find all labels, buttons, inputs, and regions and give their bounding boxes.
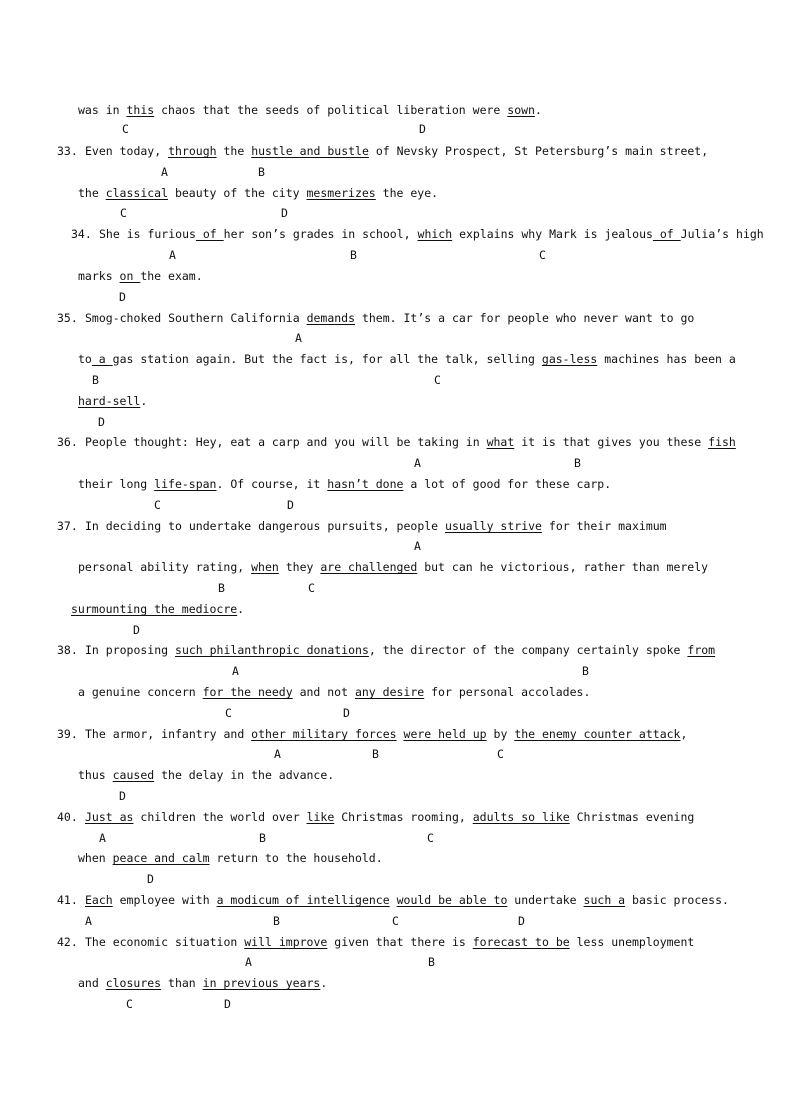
underlined-option-segment: will improve xyxy=(244,935,328,949)
question-text-line xyxy=(85,144,708,158)
option-marker-b: B xyxy=(218,581,225,595)
text-segment: children the world over xyxy=(133,810,307,824)
option-marker-a: A xyxy=(161,165,168,179)
underlined-option-segment: from xyxy=(687,643,716,657)
underlined-option-segment: such a xyxy=(583,893,626,907)
underlined-option-segment: of xyxy=(195,227,224,241)
option-marker-b: B xyxy=(273,914,280,928)
text-segment: when xyxy=(78,851,113,865)
option-marker-c: C xyxy=(308,581,315,595)
option-marker-a: A xyxy=(414,539,421,553)
underlined-option-segment: peace and calm xyxy=(112,851,210,865)
text-segment: beauty of the city xyxy=(168,186,307,200)
question-number: 41. xyxy=(57,893,78,907)
underlined-option-segment: hard-sell xyxy=(78,394,141,408)
underlined-option-segment: hustle and bustle xyxy=(251,144,369,158)
underlined-option-segment: adults so like xyxy=(472,810,570,824)
question-number: 38. xyxy=(57,643,78,657)
text-segment: The economic situation xyxy=(85,935,245,949)
underlined-option-segment: caused xyxy=(112,768,155,782)
question-text-line xyxy=(78,394,147,408)
option-marker-c: C xyxy=(539,248,546,262)
underlined-option-segment: for the needy xyxy=(202,685,293,699)
text-segment: her son’s grades in school, xyxy=(223,227,418,241)
text-segment: In deciding to undertake dangerous pursuits, people xyxy=(85,519,446,533)
underlined-option-segment: this xyxy=(126,103,155,117)
underlined-option-segment: on xyxy=(119,269,141,283)
text-segment: the eye. xyxy=(375,186,439,200)
option-marker-d: D xyxy=(419,122,426,136)
question-text-line xyxy=(71,602,244,616)
question-text-line xyxy=(85,893,729,907)
question-text-line xyxy=(78,352,736,366)
question-number: 42. xyxy=(57,935,78,949)
underlined-option-segment: a modicum of intelligence xyxy=(216,893,390,907)
underlined-option-segment: closures xyxy=(105,976,162,990)
option-marker-d: D xyxy=(119,290,126,304)
question-text-line xyxy=(78,186,438,200)
text-segment: . xyxy=(534,103,542,117)
text-segment: Even today, xyxy=(85,144,169,158)
underlined-option-segment: the enemy counter attack xyxy=(514,727,681,741)
underlined-option-segment: through xyxy=(168,144,217,158)
option-marker-b: B xyxy=(259,831,266,845)
text-segment: , xyxy=(680,727,688,741)
text-segment: a lot of good for these carp. xyxy=(403,477,612,491)
underlined-option-segment: classical xyxy=(105,186,169,200)
underlined-option-segment: demands xyxy=(306,311,356,325)
question-number: 36. xyxy=(57,435,78,449)
text-segment: they xyxy=(278,560,321,574)
underlined-option-segment: forecast to be xyxy=(472,935,570,949)
option-marker-c: C xyxy=(126,997,133,1011)
option-marker-d: D xyxy=(518,914,525,928)
option-marker-a: A xyxy=(99,831,106,845)
underlined-option-segment: other military forces xyxy=(251,727,397,741)
text-segment xyxy=(397,727,404,741)
question-number: 40. xyxy=(57,810,78,824)
text-segment: . xyxy=(237,602,245,616)
text-segment: thus xyxy=(78,768,113,782)
question-text-line xyxy=(99,227,764,241)
text-segment: and not xyxy=(292,685,355,699)
question-text-line xyxy=(78,685,590,699)
text-segment: undertake xyxy=(507,893,584,907)
option-marker-c: C xyxy=(120,206,127,220)
option-marker-c: C xyxy=(225,706,232,720)
underlined-option-segment: were held up xyxy=(403,727,487,741)
question-text-line xyxy=(78,269,203,283)
option-marker-a: A xyxy=(245,955,252,969)
underlined-option-segment: of xyxy=(652,227,681,241)
text-segment: Christmas evening xyxy=(569,810,695,824)
option-marker-a: A xyxy=(232,664,239,678)
question-number: 33. xyxy=(57,144,78,158)
option-marker-a: A xyxy=(274,747,281,761)
underlined-option-segment: usually strive xyxy=(445,519,542,533)
text-segment: personal ability rating, xyxy=(78,560,252,574)
text-segment: , the director of the company certainly spoke xyxy=(368,643,688,657)
option-marker-b: B xyxy=(428,955,435,969)
option-marker-c: C xyxy=(392,914,399,928)
question-text-line xyxy=(78,851,383,865)
underlined-option-segment: a xyxy=(91,352,113,366)
text-segment: basic process. xyxy=(625,893,729,907)
underlined-option-segment: hasn’t done xyxy=(327,477,404,491)
underlined-option-segment: Just as xyxy=(85,810,134,824)
option-marker-c: C xyxy=(154,498,161,512)
underlined-option-segment: life-span xyxy=(154,477,217,491)
text-segment: She is furious xyxy=(99,227,196,241)
option-marker-b: B xyxy=(258,165,265,179)
text-segment: by xyxy=(486,727,515,741)
question-text-line xyxy=(78,768,334,782)
underlined-option-segment: gas-less xyxy=(541,352,598,366)
underlined-option-segment: when xyxy=(251,560,279,574)
underlined-option-segment: fish xyxy=(708,435,736,449)
option-marker-b: B xyxy=(582,664,589,678)
underlined-option-segment: are challenged xyxy=(320,560,418,574)
question-text-line xyxy=(85,519,667,533)
question-text-line xyxy=(85,311,694,325)
question-text-line xyxy=(85,727,687,741)
text-segment: machines has been a xyxy=(597,352,736,366)
underlined-option-segment: any desire xyxy=(354,685,425,699)
text-segment: explains why Mark is jealous xyxy=(452,227,653,241)
text-segment: return to the household. xyxy=(209,851,383,865)
text-segment: Smog-choked Southern California xyxy=(85,311,307,325)
option-marker-d: D xyxy=(343,706,350,720)
text-segment: In proposing xyxy=(85,643,176,657)
text-segment: given that there is xyxy=(327,935,473,949)
option-marker-d: D xyxy=(224,997,231,1011)
question-text-line xyxy=(78,103,542,117)
text-segment: the delay in the advance. xyxy=(154,768,335,782)
text-segment: was in xyxy=(78,103,127,117)
question-number: 37. xyxy=(57,519,78,533)
option-marker-d: D xyxy=(281,206,288,220)
text-segment: marks xyxy=(78,269,120,283)
text-segment: gas station again. But the fact is, for all the talk, selling xyxy=(112,352,542,366)
question-text-line xyxy=(85,435,736,449)
option-marker-c: C xyxy=(434,373,441,387)
question-text-line xyxy=(78,976,327,990)
text-segment: Julia’s high xyxy=(680,227,764,241)
text-segment: the xyxy=(216,144,252,158)
question-number: 34. xyxy=(71,227,92,241)
text-segment: for personal accolades. xyxy=(424,685,591,699)
underlined-option-segment: would be able to xyxy=(396,893,508,907)
underlined-option-segment: mesmerizes xyxy=(306,186,376,200)
option-marker-b: B xyxy=(350,248,357,262)
underlined-option-segment: in previous years xyxy=(202,976,321,990)
option-marker-d: D xyxy=(287,498,294,512)
text-segment xyxy=(390,893,397,907)
option-marker-d: D xyxy=(119,789,126,803)
text-segment: of Nevsky Prospect, St Petersburg’s main street, xyxy=(368,144,709,158)
underlined-option-segment: such philanthropic donations xyxy=(175,643,369,657)
question-number: 35. xyxy=(57,311,78,325)
underlined-option-segment: which xyxy=(417,227,453,241)
question-text-line xyxy=(78,560,708,574)
option-marker-b: B xyxy=(372,747,379,761)
text-segment: less unemployment xyxy=(569,935,695,949)
text-segment: the xyxy=(78,186,106,200)
underlined-option-segment: surmounting the mediocre xyxy=(71,602,238,616)
text-segment: chaos that the seeds of political liberation were xyxy=(154,103,508,117)
underlined-option-segment: what xyxy=(486,435,515,449)
option-marker-c: C xyxy=(122,122,129,136)
text-segment: The armor, infantry and xyxy=(85,727,252,741)
option-marker-b: B xyxy=(92,373,99,387)
text-segment: it is that gives you these xyxy=(514,435,709,449)
option-marker-a: A xyxy=(414,456,421,470)
question-text-line xyxy=(85,643,715,657)
question-text-line xyxy=(78,477,611,491)
option-marker-b: B xyxy=(574,456,581,470)
text-segment: and xyxy=(78,976,106,990)
option-marker-d: D xyxy=(98,415,105,429)
text-segment: than xyxy=(161,976,203,990)
underlined-option-segment: sown xyxy=(507,103,535,117)
text-segment: . xyxy=(140,394,148,408)
option-marker-a: A xyxy=(85,914,92,928)
question-text-line xyxy=(85,935,694,949)
text-segment: a genuine concern xyxy=(78,685,203,699)
text-segment: for their maximum xyxy=(541,519,667,533)
option-marker-c: C xyxy=(497,747,504,761)
option-marker-c: C xyxy=(427,831,434,845)
option-marker-a: A xyxy=(295,331,302,345)
underlined-option-segment: Each xyxy=(85,893,113,907)
option-marker-d: D xyxy=(133,623,140,637)
text-segment: to xyxy=(78,352,92,366)
option-marker-a: A xyxy=(169,248,176,262)
question-number: 39. xyxy=(57,727,78,741)
text-segment: employee with xyxy=(112,893,217,907)
text-segment: . xyxy=(320,976,328,990)
text-segment: their long xyxy=(78,477,155,491)
option-marker-d: D xyxy=(147,872,154,886)
text-segment: People thought: Hey, eat a carp and you will be taking in xyxy=(85,435,487,449)
underlined-option-segment: like xyxy=(306,810,335,824)
question-text-line xyxy=(85,810,694,824)
text-segment: them. It’s a car for people who never want to go xyxy=(355,311,695,325)
text-segment: but can he victorious, rather than merely xyxy=(417,560,709,574)
text-segment: the exam. xyxy=(140,269,203,283)
text-segment: . Of course, it xyxy=(216,477,328,491)
text-segment: Christmas rooming, xyxy=(334,810,473,824)
